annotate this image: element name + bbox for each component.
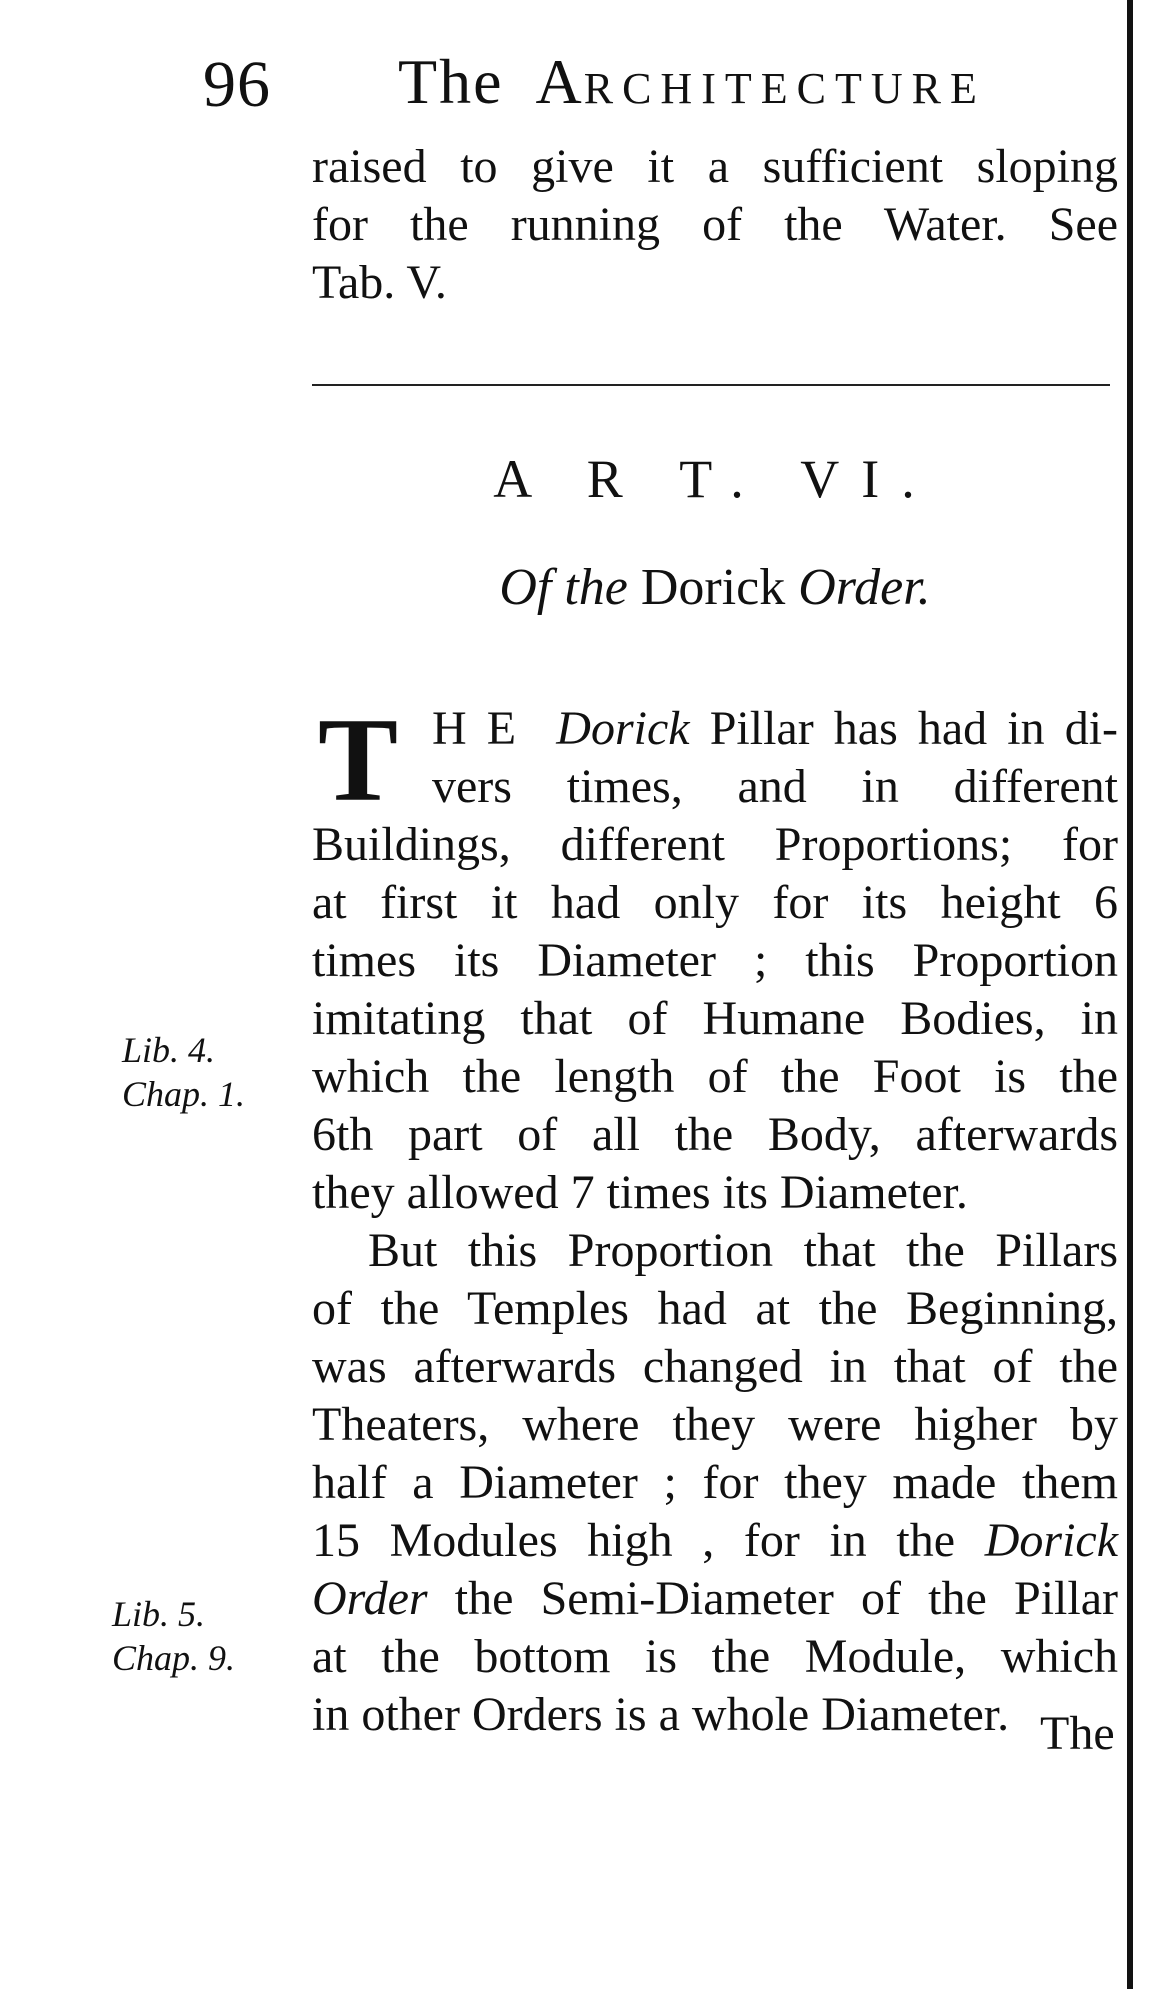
subtitle-italic-of-the: Of the: [499, 559, 628, 616]
text-run: Pillar has had in di-: [709, 702, 1119, 755]
subtitle-dorick: Dorick: [640, 559, 786, 616]
text-line: raised to give it a sufficient sloping: [312, 140, 1118, 193]
page-edge-rule: [1127, 0, 1133, 1989]
text-line: at first it had only for its height 6: [312, 876, 1118, 929]
text-line: [312, 1512, 1118, 1570]
italic-dorick: Dorick: [556, 702, 690, 755]
subtitle-italic-order: Order.: [798, 559, 931, 616]
article-heading: A R T. VI.: [493, 449, 937, 509]
margin-note-line: Chap. 9.: [112, 1638, 236, 1678]
italic-dorick: Dorick: [984, 1514, 1119, 1567]
text-line: 6th part of all the Body, afterwards: [312, 1108, 1118, 1161]
running-head-the: The: [398, 46, 504, 117]
text-line: vers times, and in different: [432, 760, 1118, 813]
italic-order: Order: [312, 1572, 428, 1625]
margin-note-lib-4: [122, 1028, 245, 1116]
margin-note-lib-5: [112, 1592, 235, 1680]
text-line: [312, 1570, 1118, 1628]
text-line: imitating that of Humane Bodies, in: [312, 992, 1118, 1045]
text-line: Tab. V.: [312, 256, 447, 309]
text-run: 15 Modules high , for in the: [312, 1514, 956, 1567]
margin-note-line: Lib. 4.: [122, 1030, 216, 1070]
text-line: half a Diameter ; for they made them: [312, 1456, 1118, 1509]
drop-cap: T: [318, 693, 399, 826]
text-line: at the bottom is the Module, which: [312, 1630, 1118, 1683]
section-divider: [312, 384, 1110, 386]
catchword: The: [1040, 1707, 1115, 1760]
running-head-rest: RCHITECTURE: [583, 64, 986, 113]
text-line: for the running of the Water. See: [312, 198, 1118, 251]
text-line: Buildings, different Proportions; for: [312, 818, 1118, 871]
running-head-initial: A: [535, 46, 584, 117]
text-line: which the length of the Foot is the: [312, 1050, 1118, 1103]
continuation-text: [312, 138, 1118, 312]
text-line: Theaters, where they were higher by: [312, 1398, 1118, 1451]
margin-note-line: Chap. 1.: [122, 1074, 246, 1114]
running-head: [398, 46, 986, 117]
text-line: they allowed 7 times its Diameter.: [312, 1166, 968, 1219]
text-line: of the Temples had at the Beginning,: [312, 1282, 1118, 1335]
text-line: was afterwards changed in that of the: [312, 1340, 1118, 1393]
text-run: the Semi-Diameter of the Pillar: [454, 1572, 1119, 1625]
text-line: [312, 700, 1118, 758]
page-number: 96: [203, 48, 271, 121]
text-line: But this Proportion that the Pillars: [368, 1224, 1118, 1277]
paragraph-1: [312, 693, 1119, 1744]
article-subtitle: [312, 559, 1118, 616]
margin-note-line: Lib. 5.: [112, 1594, 206, 1634]
text-line: times its Diameter ; this Proportion: [312, 934, 1118, 987]
text-run: H E: [432, 702, 517, 755]
text-line: in other Orders is a whole Diameter.: [312, 1688, 1010, 1741]
